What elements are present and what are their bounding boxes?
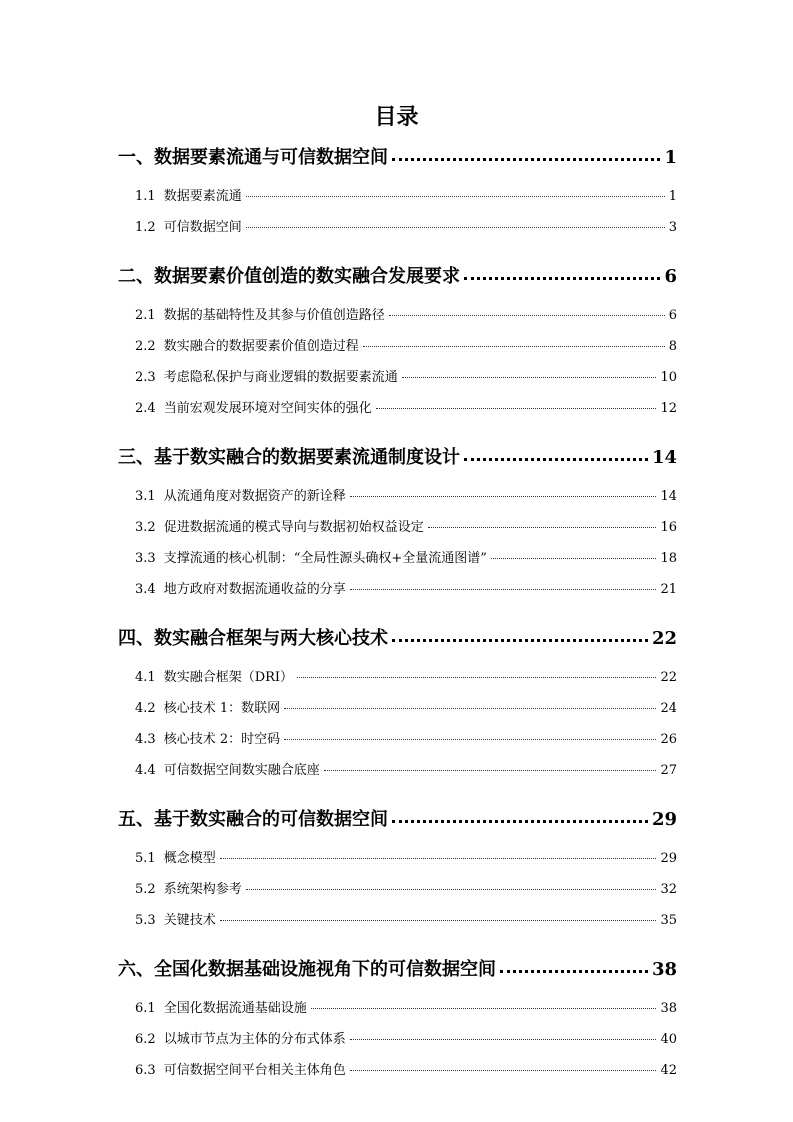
dot-leader <box>246 876 657 890</box>
section-label <box>135 878 242 897</box>
section-label <box>135 666 293 685</box>
section-label <box>135 728 280 747</box>
section-page-number: 8 <box>668 339 677 354</box>
chapter-page-number: 38 <box>651 959 677 980</box>
toc-chapter-entry[interactable] <box>118 954 677 988</box>
section-label <box>135 547 487 566</box>
section-number: 6.1 <box>135 1001 156 1016</box>
toc-section-entry[interactable] <box>118 759 677 781</box>
dot-leader <box>297 664 656 678</box>
section-page-number: 21 <box>660 582 677 597</box>
section-page-number: 14 <box>660 489 677 504</box>
section-page-number: 18 <box>660 551 677 566</box>
section-page-number: 24 <box>660 701 677 716</box>
section-label <box>135 759 320 778</box>
section-number: 4.3 <box>135 732 156 747</box>
page-title: 目录 <box>374 104 419 130</box>
dot-leader <box>392 621 648 642</box>
section-page-number: 1 <box>668 189 677 204</box>
section-title: 地方政府对数据流通收益的分享 <box>163 582 346 597</box>
dot-leader <box>392 140 660 161</box>
section-page-number: 10 <box>660 370 677 385</box>
section-label <box>135 397 372 416</box>
chapter-page-number: 14 <box>651 447 677 468</box>
section-title: 概念模型 <box>163 851 216 866</box>
dot-leader <box>500 952 648 973</box>
section-number: 3.1 <box>135 489 156 504</box>
section-title: 可信数据空间平台相关主体角色 <box>163 1063 346 1078</box>
section-number: 4.1 <box>135 670 156 685</box>
section-title: 全国化数据流通基础设施 <box>163 1001 307 1016</box>
dot-leader <box>246 214 665 228</box>
section-label <box>135 366 398 385</box>
toc-section-entry[interactable] <box>118 547 677 569</box>
section-page-number: 6 <box>668 308 677 323</box>
section-page-number: 35 <box>660 913 677 928</box>
chapter-title: 二、数据要素价值创造的数实融合发展要求 <box>118 266 460 287</box>
section-number: 6.3 <box>135 1063 156 1078</box>
dot-leader <box>464 440 648 461</box>
chapter-page-number: 6 <box>664 266 677 287</box>
toc-section-entry[interactable] <box>118 1059 677 1081</box>
toc-section-entry[interactable] <box>118 216 677 238</box>
section-title: 从流通角度对数据资产的新诠释 <box>163 489 346 504</box>
section-title: 可信数据空间数实融合底座 <box>163 763 320 778</box>
section-page-number: 22 <box>660 670 677 685</box>
toc-section-entry[interactable] <box>118 366 677 388</box>
section-number: 5.2 <box>135 882 156 897</box>
toc-section-entry[interactable] <box>118 485 677 507</box>
toc-section-entry[interactable] <box>118 1028 677 1050</box>
dot-leader <box>350 483 657 497</box>
section-page-number: 32 <box>660 882 677 897</box>
dot-leader <box>389 302 665 316</box>
chapter-title: 三、基于数实融合的数据要素流通制度设计 <box>118 447 460 468</box>
dot-leader <box>220 845 657 859</box>
section-title: 以城市节点为主体的分布式体系 <box>163 1032 346 1047</box>
dot-leader <box>350 1026 657 1040</box>
chapter-title: 一、数据要素流通与可信数据空间 <box>118 147 388 168</box>
section-label <box>135 1028 346 1047</box>
section-page-number: 29 <box>660 851 677 866</box>
toc-section-entry[interactable] <box>118 997 677 1019</box>
section-title: 促进数据流通的模式导向与数据初始权益设定 <box>163 520 424 535</box>
section-title: 数据要素流通 <box>163 189 242 204</box>
section-number: 1.1 <box>135 189 156 204</box>
toc-chapter-entry[interactable] <box>118 442 677 476</box>
dot-leader <box>311 995 657 1009</box>
section-title: 核心技术 2：时空码 <box>163 732 281 747</box>
dot-leader <box>464 259 660 280</box>
toc-section-entry[interactable] <box>118 878 677 900</box>
section-title: 关键技术 <box>163 913 216 928</box>
toc-section-entry[interactable] <box>118 185 677 207</box>
section-title: 数据的基础特性及其参与价值创造路径 <box>163 308 385 323</box>
chapter-title: 四、数实融合框架与两大核心技术 <box>118 628 388 649</box>
dot-leader <box>220 907 657 921</box>
section-number: 3.2 <box>135 520 156 535</box>
toc-section-entry[interactable] <box>118 335 677 357</box>
section-page-number: 12 <box>660 401 677 416</box>
section-page-number: 26 <box>660 732 677 747</box>
section-number: 2.1 <box>135 308 156 323</box>
section-page-number: 27 <box>660 763 677 778</box>
section-page-number: 40 <box>660 1032 677 1047</box>
section-label <box>135 1059 346 1078</box>
section-title: 核心技术 1：数联网 <box>163 701 281 716</box>
dot-leader <box>428 514 657 528</box>
chapter-page-number: 22 <box>651 628 677 649</box>
section-number: 4.4 <box>135 763 156 778</box>
section-label <box>135 335 359 354</box>
section-number: 1.2 <box>135 220 156 235</box>
toc-section-entry[interactable] <box>118 728 677 750</box>
section-number: 2.3 <box>135 370 156 385</box>
section-label <box>135 847 216 866</box>
chapter-page-number: 29 <box>651 809 677 830</box>
dot-leader <box>376 395 657 409</box>
dot-leader <box>350 1057 657 1071</box>
section-label <box>135 909 216 928</box>
dot-leader <box>284 695 656 709</box>
section-title: 考虑隐私保护与商业逻辑的数据要素流通 <box>163 370 398 385</box>
toc-section-entry[interactable] <box>118 516 677 538</box>
toc-section-entry[interactable] <box>118 847 677 869</box>
dot-leader <box>363 333 665 347</box>
chapter-page-number: 1 <box>664 147 677 168</box>
section-number: 3.3 <box>135 551 156 566</box>
chapter-title: 五、基于数实融合的可信数据空间 <box>118 809 388 830</box>
toc-section-entry[interactable] <box>118 304 677 326</box>
section-title: 可信数据空间 <box>163 220 242 235</box>
dot-leader <box>246 183 665 197</box>
dot-leader <box>350 576 657 590</box>
section-page-number: 3 <box>668 220 677 235</box>
toc-chapter-entry[interactable] <box>118 261 677 295</box>
section-number: 4.2 <box>135 701 156 716</box>
toc-section-entry[interactable] <box>118 909 677 931</box>
section-number: 2.2 <box>135 339 156 354</box>
toc-chapter-entry[interactable] <box>118 804 677 838</box>
section-label <box>135 485 346 504</box>
section-label <box>135 304 385 323</box>
table-of-contents <box>118 142 677 1081</box>
toc-chapter-entry[interactable] <box>118 623 677 657</box>
toc-section-entry[interactable] <box>118 697 677 719</box>
section-label <box>135 997 307 1016</box>
dot-leader <box>402 364 657 378</box>
section-number: 5.3 <box>135 913 156 928</box>
toc-chapter-entry[interactable] <box>118 142 677 176</box>
section-label <box>135 578 346 597</box>
section-title: 系统架构参考 <box>163 882 242 897</box>
section-number: 2.4 <box>135 401 156 416</box>
dot-leader <box>324 757 657 771</box>
section-number: 3.4 <box>135 582 156 597</box>
section-page-number: 38 <box>660 1001 677 1016</box>
section-label <box>135 516 424 535</box>
toc-section-entry[interactable] <box>118 578 677 600</box>
section-title: 当前宏观发展环境对空间实体的强化 <box>163 401 372 416</box>
section-number: 6.2 <box>135 1032 156 1047</box>
chapter-title: 六、全国化数据基础设施视角下的可信数据空间 <box>118 959 496 980</box>
dot-leader <box>284 726 656 740</box>
toc-section-entry[interactable] <box>118 666 677 688</box>
dot-leader <box>392 802 648 823</box>
section-label <box>135 697 280 716</box>
section-title: 数实融合框架（DRI） <box>163 670 294 685</box>
section-title: 支撑流通的核心机制：“全局性源头确权+全量流通图谱” <box>163 551 487 566</box>
section-number: 5.1 <box>135 851 156 866</box>
dot-leader <box>491 545 657 559</box>
section-page-number: 16 <box>660 520 677 535</box>
section-label <box>135 185 242 204</box>
section-page-number: 42 <box>660 1063 677 1078</box>
section-title: 数实融合的数据要素价值创造过程 <box>163 339 359 354</box>
section-label <box>135 216 242 235</box>
toc-section-entry[interactable] <box>118 397 677 419</box>
